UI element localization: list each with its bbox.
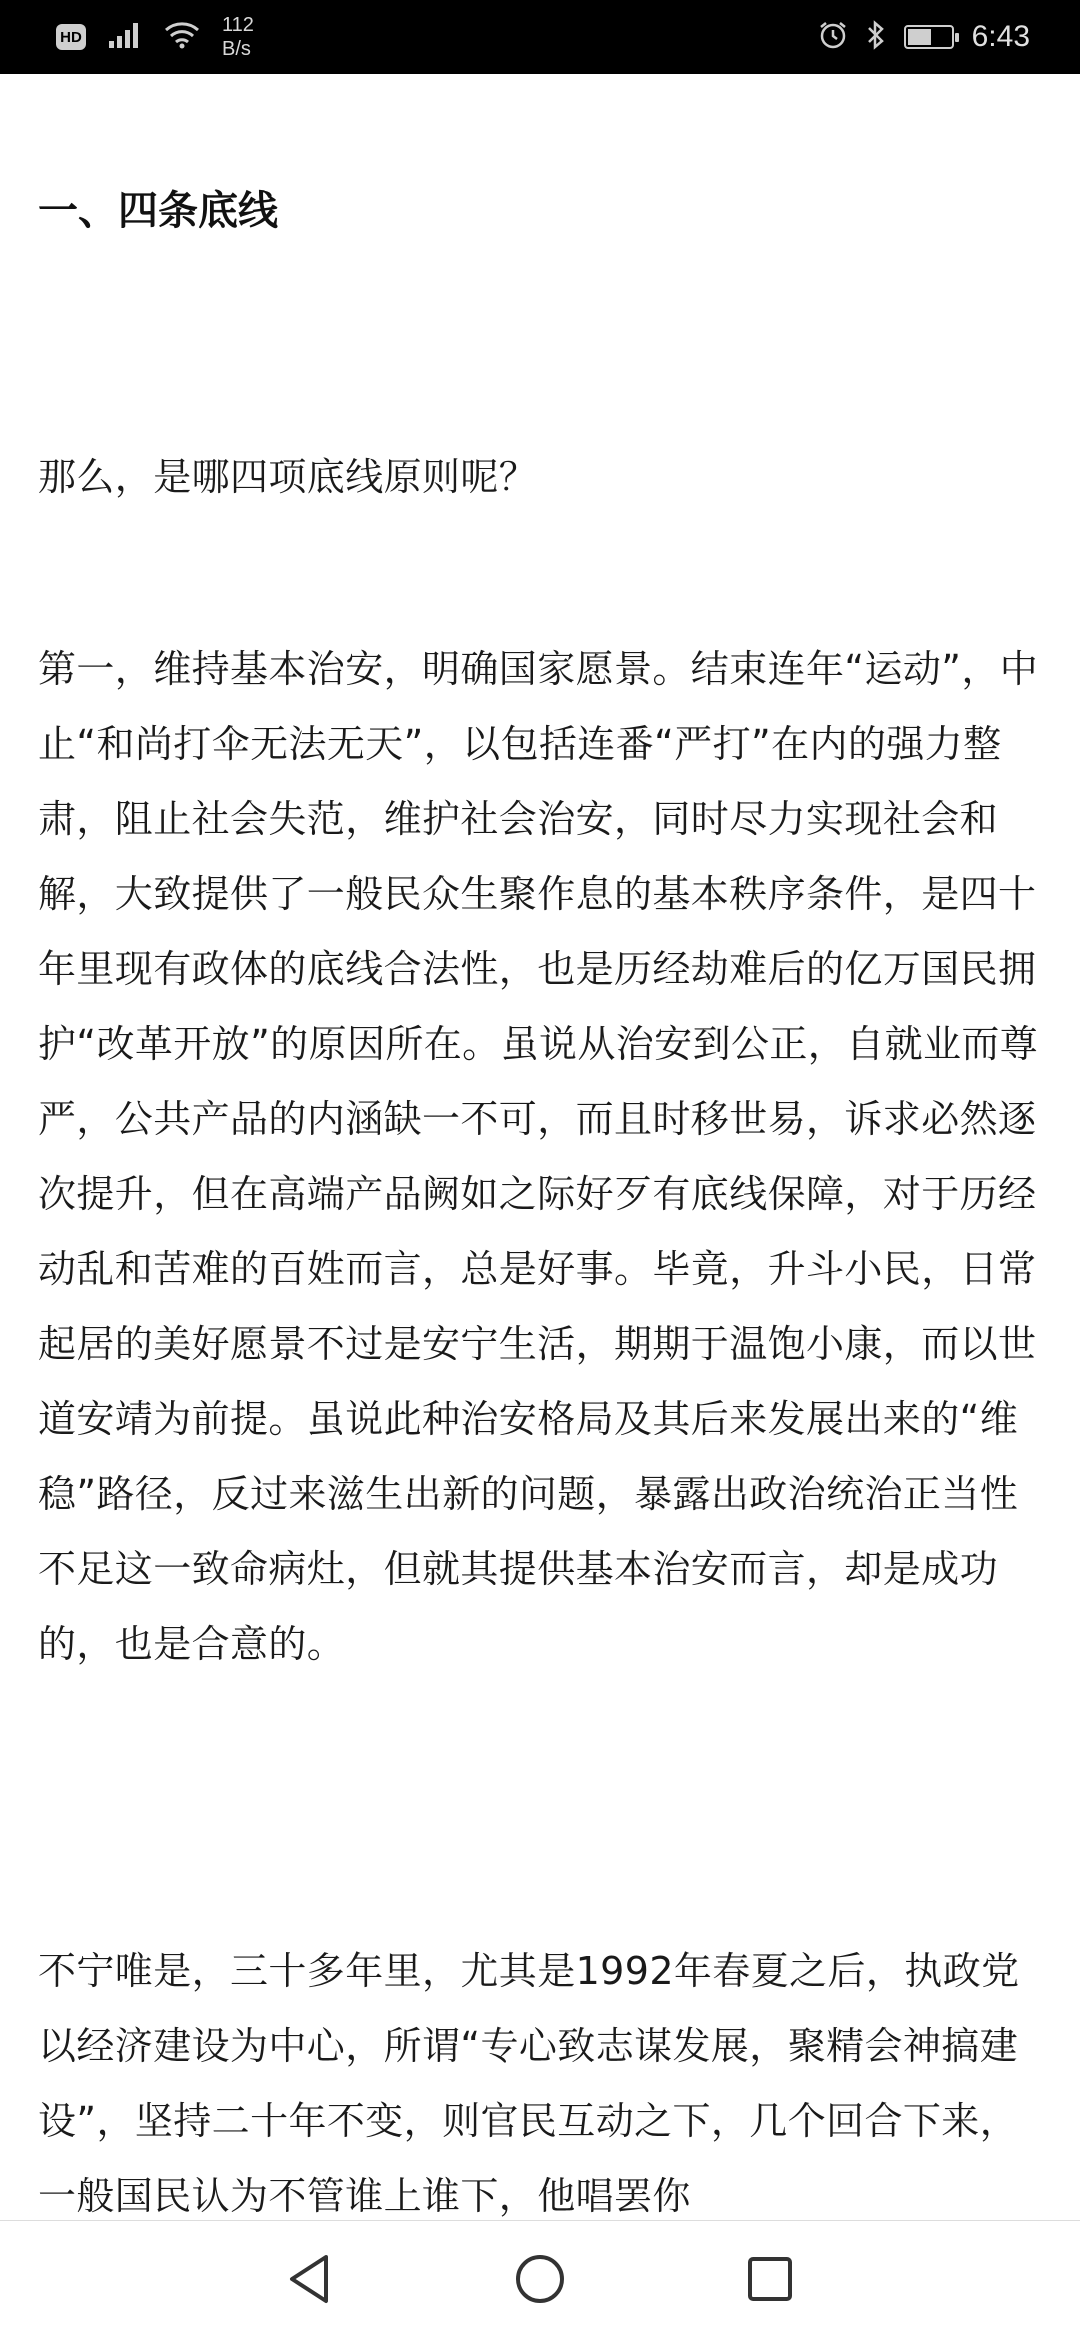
signal-icon [108,21,142,53]
recents-button[interactable] [710,2221,830,2341]
home-icon [514,2253,566,2309]
clock: 6:43 [971,20,1030,53]
recents-icon [746,2255,794,2307]
net-speed-unit: B/s [222,38,251,60]
alarm-icon [818,20,848,54]
status-bar [0,0,1080,74]
status-bar-left [56,0,254,74]
navigation-bar [0,2220,1080,2340]
paragraph: 不宁唯是，三十多年里，尤其是1992年春夏之后，执政党以经济建设为中心，所谓“专心致志谋发展，聚精会神搞建设”，坚持二十年不变，则官民互动之下，几个回合下来，一般国民认为不管谁上谁下，他唱罢你 [38,1949,1020,2218]
paragraph: 那么，是哪四项底线原则呢？ [38,455,538,499]
status-bar-right [818,0,1030,74]
bluetooth-icon [866,20,886,54]
wifi-icon [164,21,200,53]
net-speed [222,13,254,61]
battery-level [908,29,931,45]
net-speed-value: 112 [222,14,254,36]
battery-icon [904,25,954,49]
back-button[interactable] [250,2221,370,2341]
paragraph: 第一，维持基本治安，明确国家愿景。结束连年“运动”，中止“和尚打伞无法无天”，以包括连番“严打”在内的强力整肃，阻止社会失范，维护社会治安，同时尽力实现社会和解，大致提供了一般民众生聚作息的基本秩序条件，是四十年里现有政体的底线合法性，也是历经劫难后的亿万国民拥护“改革开放”的原因所在。虽说从治安到公正，自就业而尊严，公共产品的内涵缺一不可，而且时移世易，诉求必然逐次提升，但在高端产品阙如之际好歹有底线保障，对于历经动乱和苦难的百姓而言，总是好事。毕竟，升斗小民，日常起居的美好愿景不过是安宁生活，期期于温饱小康，而以世道安靖为前提。虽说此种治安格局及其后来发展出来的“维稳”路径，反过来滋生出新的问题，暴露出政治统治正当性不足这一致命病灶，但就其提供基本治安而言，却是成功的，也是合意的。 [38,647,1039,1666]
hd-badge: HD [56,24,86,50]
back-icon [286,2253,334,2309]
section-heading: 一、四条底线 [38,188,278,234]
home-button[interactable] [480,2221,600,2341]
